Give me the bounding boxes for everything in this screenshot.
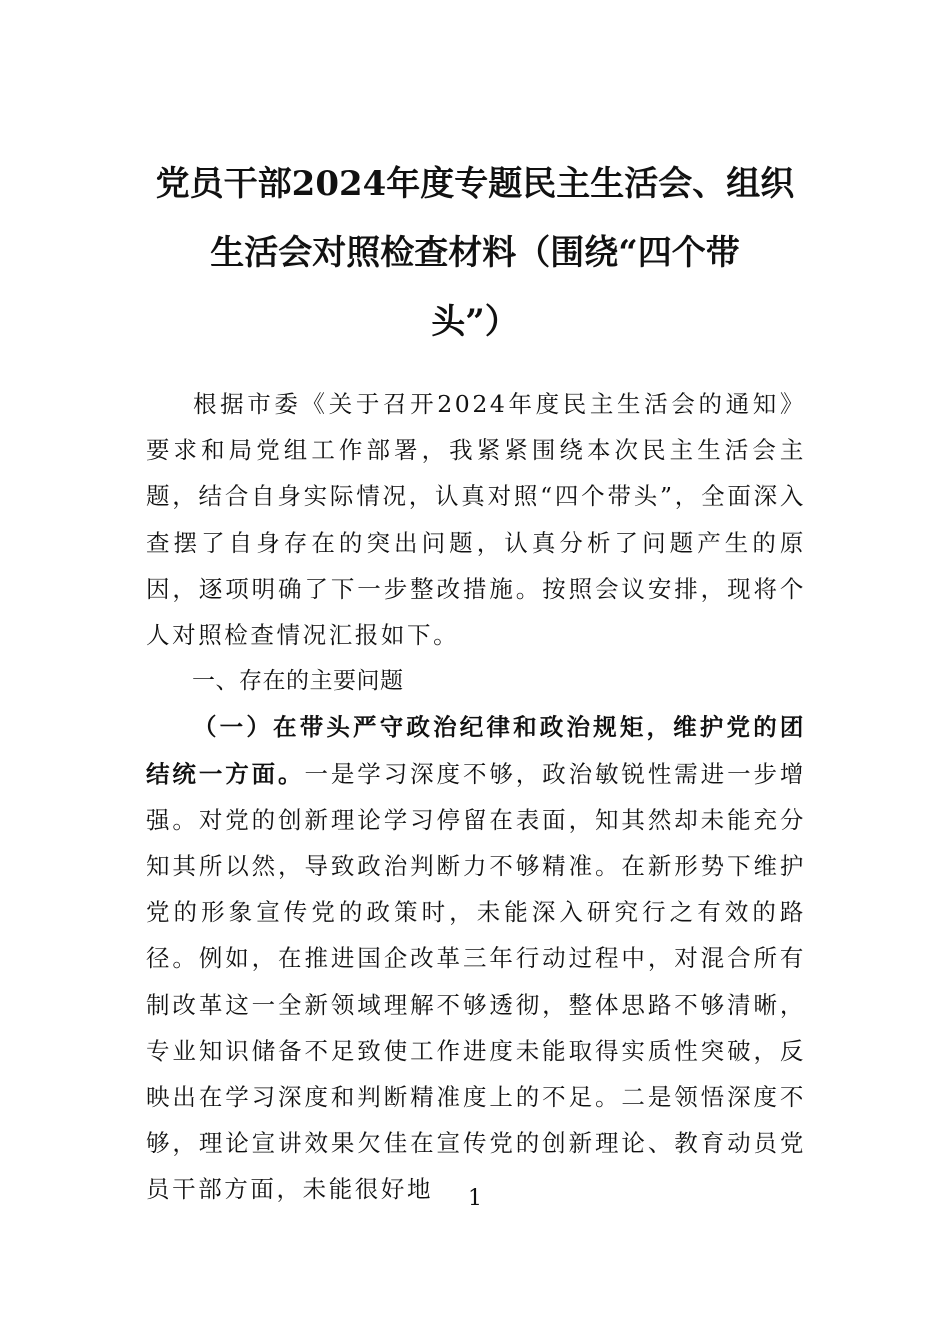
intro-paragraph: 根据市委《关于召开2024年度民主生活会的通知》要求和局党组工作部署，我紧紧围绕本次民主生活会主题，结合自身实际情况，认真对照“四个带头”，全面深入查摆了自身存在的突出问题，认真分析了问题产生的原因，逐项明确了下一步整改措施。按照会议安排，现将个人对照检查情况汇报如下。: [146, 390, 806, 650]
document-title: [120, 150, 830, 357]
title-line-1: 党员干部2024年度专题民主生活会、组织: [155, 164, 795, 204]
title-line-2: 生活会对照检查材料（围绕“四个带: [210, 233, 740, 273]
page-number: 1: [468, 1186, 482, 1211]
subsection-lead: （一）在带头严守政治纪律和政治规矩，维护党的团结统一方面。: [146, 713, 806, 788]
document-body: [146, 381, 806, 1213]
title-line-3: 头”）: [431, 302, 519, 342]
subsection-body: 一是学习深度不够，政治敏锐性需进一步增强。对党的创新理论学习停留在表面，知其然却未能充分知其所以然，导致政治判断力不够精准。在新形势下维护党的形象宣传党的政策时，未能深入研究行之有效的路径。例如，在推进国企改革三年行动过程中，对混合所有制改革这一全新领域理解不够透彻，整体思路不够清晰，专业知识储备不足致使工作进度未能取得实质性突破，反映出在学习深度和判断精准度上的不足。二是领悟深度不够，理论宣讲效果欠佳在宣传党的创新理论、教育动员党员干部方面，未能很好地: [146, 759, 806, 1204]
section-heading-problems: 一、存在的主要问题: [192, 668, 404, 695]
subsection-paragraph: [146, 704, 806, 1212]
